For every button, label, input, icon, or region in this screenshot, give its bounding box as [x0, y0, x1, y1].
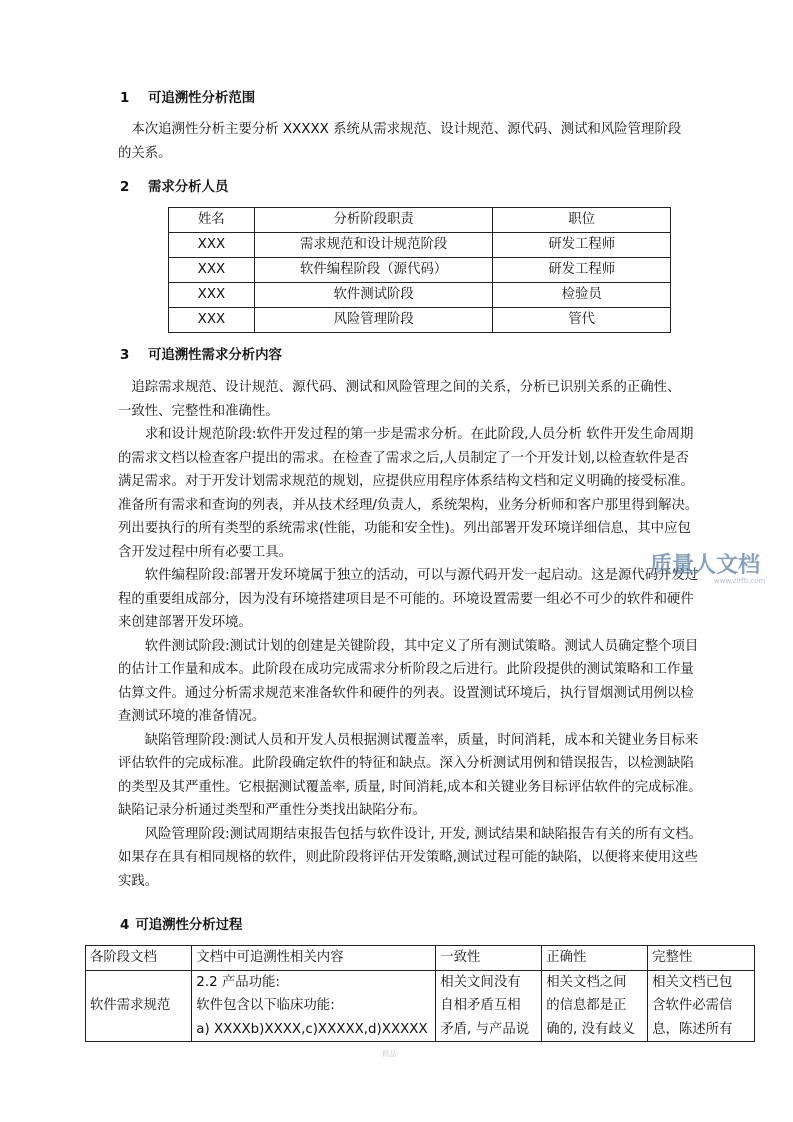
- text-line: 的估计工作量和成本。此阶段在成功完成需求分析阶段之后进行。此阶段提供的测试策略和工作量: [118, 662, 694, 677]
- header-cell-role: 分析阶段职责: [254, 208, 493, 233]
- text-line: 含开发过程中所有必要工具。: [118, 544, 293, 560]
- section-title: 可追溯性需求分析内容: [148, 348, 282, 363]
- cell-line: 的信息都是正: [546, 998, 627, 1013]
- header-cell-consistency: 一致性: [436, 946, 542, 971]
- section-title: 需求分析人员: [148, 180, 229, 195]
- text-line: 的关系。: [118, 145, 172, 161]
- header-cell-position: 职位: [493, 208, 671, 233]
- table-cell-correctness: [542, 970, 648, 1042]
- text-line: 评估软件的完成标准。此阶段确定软件的特征和缺点。深入分析测试用例和错误报告，以检测缺陷: [118, 756, 694, 771]
- section-1-heading: [120, 87, 255, 111]
- table-cell: 需求规范和设计规范阶段: [254, 233, 493, 258]
- cell-line: 软件包含以下临床功能:: [196, 998, 335, 1013]
- table-cell-completeness: [648, 970, 755, 1042]
- table-cell-consistency: [436, 970, 542, 1042]
- table-cell: XXX: [169, 258, 255, 283]
- section-4-heading: [120, 914, 242, 938]
- table-cell: 软件编程阶段（源代码）: [254, 258, 493, 283]
- header-cell-name: 姓名: [169, 208, 255, 233]
- text-line: 准备所有需求和查询的列表，并从技术经理/负责人，系统架构，业务分析师和客户那里得到解决。: [118, 497, 699, 513]
- text-line: 软件编程阶段:部署开发环境属于独立的活动，可以与源代码开发一起启动。这是源代码开发过: [118, 568, 699, 583]
- staff-table: [168, 207, 671, 333]
- cell-line: 息，陈述所有: [652, 1021, 733, 1037]
- section-3-heading: [120, 344, 282, 368]
- section-number: 1: [120, 91, 130, 106]
- table-cell: 检验员: [493, 283, 671, 308]
- section-title: 可追溯性分析过程: [135, 918, 243, 933]
- text-line: 来创建部署开发环境。: [118, 615, 252, 630]
- header-cell-completeness: 完整性: [648, 946, 755, 971]
- text-line: 软件测试阶段:测试计划的创建是关键阶段，其中定义了所有测试策略。测试人员确定整个项目: [118, 638, 699, 654]
- text-line: 实践。: [118, 873, 159, 889]
- table-cell: XXX: [169, 308, 255, 333]
- text-line: 满足需求。对于开发计划需求规范的规划，应提供应用程序体系结构文档和定义明确的接受标准。: [118, 474, 694, 489]
- cell-line: 确的, 没有歧义: [546, 1021, 636, 1037]
- scope-paragraph: [118, 118, 725, 165]
- table-row: [169, 233, 671, 258]
- watermark-logo: [648, 548, 783, 586]
- text-line: 查测试环境的准备情况。: [118, 709, 266, 724]
- text-line: 求和设计规范阶段:软件开发过程的第一步是需求分析。在此阶段,人员分析 软件开发生命周期: [118, 427, 694, 442]
- text-line: 估算文件。通过分析需求规范来准备软件和硬件的列表。设置测试环境后，执行冒烟测试用例以检: [118, 685, 694, 701]
- table-cell: 管代: [493, 308, 671, 333]
- text-line: 风险管理阶段:测试周期结束报告包括与软件设计, 开发, 测试结果和缺陷报告有关的所有文档。: [118, 826, 702, 842]
- watermark-subtext: www.zlrfb.com: [714, 577, 766, 585]
- cell-line: 矛盾, 与产品说: [440, 1021, 530, 1037]
- section-number: 2: [120, 180, 130, 195]
- table-cell: XXX: [169, 233, 255, 258]
- content-paragraphs: [118, 376, 725, 893]
- footer-mark: ·精品·: [380, 1050, 399, 1058]
- text-line: 本次追溯性分析主要分析 XXXXX 系统从需求规范、设计规范、源代码、测试和风险管理阶段: [118, 122, 682, 137]
- cell-line: 相关文间没有: [440, 974, 521, 990]
- text-line: 列出要执行的所有类型的系统需求(性能，功能和安全性)。列出部署开发环境详细信息，其中应包: [118, 521, 691, 536]
- cell-line: 自相矛盾互相: [440, 998, 521, 1013]
- text-line: 的需求文档以检查客户提出的需求。在检查了需求之后,人员制定了一个开发计划,以检查软件是否: [118, 450, 689, 466]
- table-header-row: [86, 946, 755, 971]
- table-cell: 软件测试阶段: [254, 283, 493, 308]
- table-cell-content: [192, 970, 436, 1042]
- section-number: 4: [120, 918, 130, 933]
- table-row: [169, 308, 671, 333]
- text-line: 如果存在具有相同规格的软件，则此阶段将评估开发策略,测试过程可能的缺陷，以便将来使用这些: [118, 850, 699, 865]
- text-line: 缺陷管理阶段:测试人员和开发人员根据测试覆盖率，质量，时间消耗，成本和关键业务目标来: [118, 732, 699, 748]
- table-header-row: [169, 208, 671, 233]
- text-line: 追踪需求规范、设计规范、源代码、测试和风险管理之间的关系，分析已识别关系的正确性、: [118, 380, 681, 395]
- table-cell: 研发工程师: [493, 233, 671, 258]
- text-line: 程的重要组成部分，因为没有环境搭建项目是不可能的。环境设置需要一组必不可少的软件和硬件: [118, 591, 694, 607]
- cell-line: 含软件必需信: [652, 998, 733, 1013]
- cell-line: 相关文档之间: [546, 974, 627, 990]
- table-row: [86, 970, 755, 1042]
- table-row: [169, 283, 671, 308]
- text-line: 的类型及其严重性。它根据测试覆盖率, 质量, 时间消耗,成本和关键业务目标评估软件的完成标准。: [118, 779, 702, 795]
- text-line: 一致性、完整性和准确性。: [118, 403, 279, 419]
- section-number: 3: [120, 348, 130, 363]
- text-line: 缺陷记录分析通过类型和严重性分类找出缺陷分布。: [118, 803, 426, 818]
- table-cell: 研发工程师: [493, 258, 671, 283]
- table-row: [169, 258, 671, 283]
- section-2-heading: [120, 176, 228, 200]
- table-cell: 风险管理阶段: [254, 308, 493, 333]
- table-cell-doc: 软件需求规范: [86, 970, 192, 1042]
- header-cell-doc: 各阶段文档: [86, 946, 192, 971]
- cell-line: 相关文档已包: [652, 974, 733, 990]
- cell-line: 2.2 产品功能:: [196, 974, 280, 990]
- traceability-table: [85, 945, 755, 1042]
- watermark-text: 质量人文档: [650, 553, 761, 578]
- header-cell-content: 文档中可追溯性相关内容: [192, 946, 436, 971]
- section-title: 可追溯性分析范围: [148, 91, 256, 106]
- table-cell: XXX: [169, 283, 255, 308]
- cell-line: a) XXXXb)XXXX,c)XXXXX,d)XXXXX: [196, 1021, 428, 1037]
- header-cell-correctness: 正确性: [542, 946, 648, 971]
